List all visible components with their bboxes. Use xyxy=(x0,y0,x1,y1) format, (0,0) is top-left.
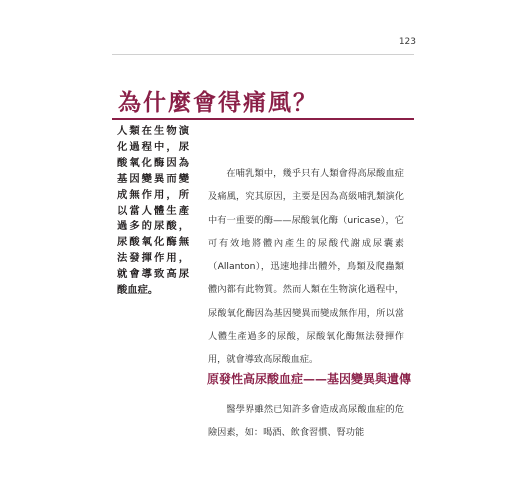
body-paragraph-1: 在哺乳類中，幾乎只有人類會得高尿酸血症及痛風，究其原因，主要是因為高級哺乳類演化中有一重要的酶——尿酸氧化酶（uricase），它可有效地將體內產生的尿酸代謝成尿囊素（Allanton），迅速地排出體外，鳥類及爬蟲類體內都有此物質。然而人類在生物演化過程中，尿酸氧化酶因為基因變異而變成無作用，所以當人體生產過多的尿酸，尿酸氧化酶無法發揮作用，就會導致高尿酸血症。 xyxy=(208,168,404,366)
chapter-title: 為什麼會得痛風？ xyxy=(118,89,318,116)
side-summary: 人類在生物演化過程中，尿酸氧化酶因為基因變異而變成無作用，所以當人體生產過多的尿酸，尿酸氧化酶無法發揮作用，就會導致高尿酸血症。 xyxy=(117,125,189,297)
title-underline xyxy=(112,118,414,120)
top-divider xyxy=(112,54,414,55)
body-paragraph-2: 醫學界雖然已知許多會造成高尿酸血症的危險因素，如：喝酒、飲食習慣、腎功能 xyxy=(208,404,404,439)
page-number: 123 xyxy=(398,37,416,47)
section-heading: 原發性高尿酸血症——基因變異與遺傳 xyxy=(207,372,412,386)
